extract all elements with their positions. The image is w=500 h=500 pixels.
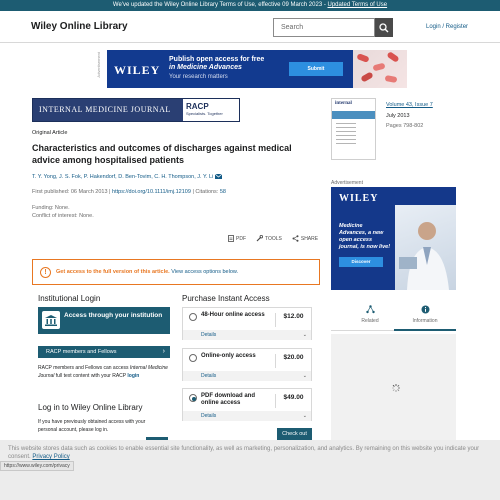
side-ad-text: Medicine Advances, a new open access journal, is now live! — [339, 223, 391, 250]
racp-members-label: RACP members and Fellows — [46, 349, 117, 355]
loading-spinner-icon — [391, 383, 401, 393]
option-price: $12.00 — [275, 313, 311, 327]
option-name: Online-only access — [201, 353, 256, 359]
info-icon — [421, 305, 430, 314]
access-through-institution-label: Access through your institution — [64, 312, 163, 319]
option-radio-selected[interactable] — [189, 394, 197, 402]
side-panel-loading — [331, 334, 456, 454]
racp-logo — [183, 99, 239, 121]
purchase-option-48-hour[interactable] — [182, 307, 312, 340]
pdf-button[interactable] — [228, 235, 246, 242]
purchase-option-row[interactable] — [183, 389, 311, 411]
share-label: SHARE — [300, 235, 319, 242]
pubinfo-separator: | — [107, 189, 113, 195]
view-access-options-link[interactable]: View access options below. — [171, 269, 239, 275]
wrench-icon — [256, 235, 263, 242]
ad-journal-name: in Medicine Advances — [169, 64, 242, 71]
side-ad-banner[interactable] — [331, 187, 456, 290]
publication-info — [32, 189, 226, 195]
author-list[interactable]: T. Y. Yong, J. S. Fok, P. Hakendorf, D. Ben-Tovim, C. H. Thompson, J. Y. Li — [32, 174, 214, 180]
article-tools — [228, 235, 318, 242]
wiley-login-description: If you have previously obtained access with your personal account, please log in. — [38, 419, 146, 433]
purchase-option-online-only[interactable] — [182, 348, 312, 381]
ad-tagline: Your research matters — [169, 74, 228, 80]
option-details-label: Details — [201, 332, 217, 338]
top-ad-label: Advertisement — [96, 52, 101, 78]
conflict-text: Conflict of interest: None. — [32, 213, 94, 219]
updated-terms-link[interactable]: Updated Terms of Use — [327, 2, 388, 8]
side-ad-discover-button[interactable]: Discover — [339, 257, 383, 267]
racp-members-toggle[interactable] — [38, 346, 170, 358]
citations-link[interactable]: 58 — [219, 189, 226, 195]
chevron-down-icon: ⌄ — [302, 413, 307, 419]
racp-logo-text: RACP — [186, 102, 209, 111]
doi-link[interactable]: https://doi.org/10.1111/imj.12109 — [112, 189, 191, 195]
get-access-text — [56, 269, 238, 275]
terms-notification-text: We've updated the Wiley Online Library Terms of Use, effective 09 March 2023 - — [112, 2, 328, 8]
option-name: PDF download and online access — [201, 393, 255, 406]
search-icon — [379, 23, 389, 33]
pdf-icon — [228, 235, 234, 242]
cover-lines — [336, 123, 356, 147]
email-icon[interactable] — [215, 174, 222, 179]
racp-description — [38, 364, 168, 380]
tab-related-label: Related — [361, 318, 379, 324]
cookie-message: This website stores data such as cookies to enable essential site functionality, as well as marketing, personalization, and analytics. By remaining on this website you indicate your consent. — [8, 446, 480, 460]
racp-desc-text-2: full text content with your RACP — [54, 373, 128, 379]
top-ad-banner[interactable] — [107, 50, 407, 88]
funding-info — [32, 204, 94, 220]
cover-band — [332, 111, 376, 119]
option-details-toggle[interactable] — [183, 371, 311, 381]
share-icon — [292, 235, 299, 242]
first-published-label: First published: — [32, 189, 71, 195]
ad-submit-button[interactable]: Submit — [289, 62, 343, 76]
check-out-button[interactable]: Check out — [277, 428, 312, 440]
cover-title: internal — [335, 101, 352, 106]
terms-notification-bar — [0, 0, 500, 11]
pdf-label: PDF — [236, 235, 246, 242]
racp-desc-journal: Internal Medicine Journal — [38, 365, 168, 379]
institution-icon — [42, 311, 60, 329]
access-through-institution-button[interactable] — [38, 307, 170, 334]
option-name: 48-Hour online access — [201, 312, 265, 318]
side-ad-label: Advertisement — [331, 180, 363, 186]
privacy-policy-link[interactable]: Privacy Policy — [32, 454, 70, 460]
share-button[interactable] — [292, 235, 318, 242]
ad-pills-image — [353, 50, 407, 88]
option-details-toggle[interactable] — [183, 411, 311, 421]
article-title: Characteristics and outcomes of discharges against medical advice among hospitalised patients — [32, 143, 292, 165]
purchase-option-pdf-download[interactable] — [182, 388, 312, 421]
side-tabs — [331, 301, 456, 331]
related-icon — [366, 305, 375, 314]
chevron-down-icon: ⌄ — [302, 373, 307, 379]
volume-issue-link[interactable]: Volume 43, Issue 7 — [386, 102, 433, 108]
side-ad-wiley-logo: WILEY — [339, 193, 379, 204]
option-details-label: Details — [201, 373, 217, 379]
racp-login-link[interactable]: login — [127, 373, 140, 379]
option-details-toggle[interactable] — [183, 330, 311, 340]
warning-icon: ! — [40, 267, 51, 278]
browser-status-bar: https://www.wiley.com/privacy — [0, 461, 74, 471]
tools-button[interactable] — [256, 235, 282, 242]
side-ad-photo — [395, 205, 456, 290]
get-access-notice — [32, 259, 320, 285]
tab-related[interactable] — [339, 305, 401, 324]
wiley-login-heading: Log in to Wiley Online Library — [38, 403, 143, 412]
ad-headline: Publish open access for free — [169, 56, 265, 63]
purchase-heading: Purchase Instant Access — [182, 294, 270, 303]
get-access-message: Get access to the full version of this article. — [56, 269, 172, 275]
option-price: $49.00 — [275, 394, 311, 408]
option-price: $20.00 — [275, 354, 311, 368]
cookie-banner — [0, 440, 500, 500]
journal-name: INTERNAL MEDICINE JOURNAL — [33, 99, 183, 121]
institutional-login-heading: Institutional Login — [38, 294, 101, 303]
issue-month: July 2013 — [386, 113, 410, 119]
citations-label: | Citations: — [190, 189, 220, 195]
funding-text: Funding: None. — [32, 205, 70, 211]
journal-cover-image[interactable] — [331, 98, 376, 160]
chevron-right-icon: › — [162, 348, 165, 355]
search-button[interactable] — [375, 18, 393, 37]
racp-desc-text: RACP members and Fellows can access — [38, 365, 130, 371]
site-header — [0, 11, 500, 43]
purchase-option-row[interactable] — [183, 349, 311, 371]
cookie-text — [8, 445, 488, 461]
login-register-link[interactable]: Login / Register — [426, 24, 469, 30]
first-published-date: 06 March 2013 — [70, 189, 108, 195]
article-type: Original Article — [32, 130, 68, 136]
tab-information-label: Information — [412, 318, 438, 324]
site-logo[interactable]: Wiley Online Library — [31, 21, 128, 32]
search-input[interactable]: Search — [273, 18, 375, 37]
tools-label: TOOLS — [265, 235, 282, 242]
option-details-label: Details — [201, 413, 217, 419]
purchase-option-row[interactable] — [183, 308, 311, 330]
option-radio[interactable] — [189, 313, 197, 321]
journal-banner[interactable] — [32, 98, 240, 122]
issue-pages: Pages 798-802 — [386, 123, 424, 129]
ad-wiley-logo: WILEY — [114, 63, 161, 77]
chevron-down-icon: ⌄ — [302, 332, 307, 338]
article-authors[interactable] — [32, 174, 222, 180]
option-radio[interactable] — [189, 354, 197, 362]
tab-information[interactable] — [394, 305, 456, 331]
racp-logo-sub: Specialists. Together — [186, 111, 223, 116]
